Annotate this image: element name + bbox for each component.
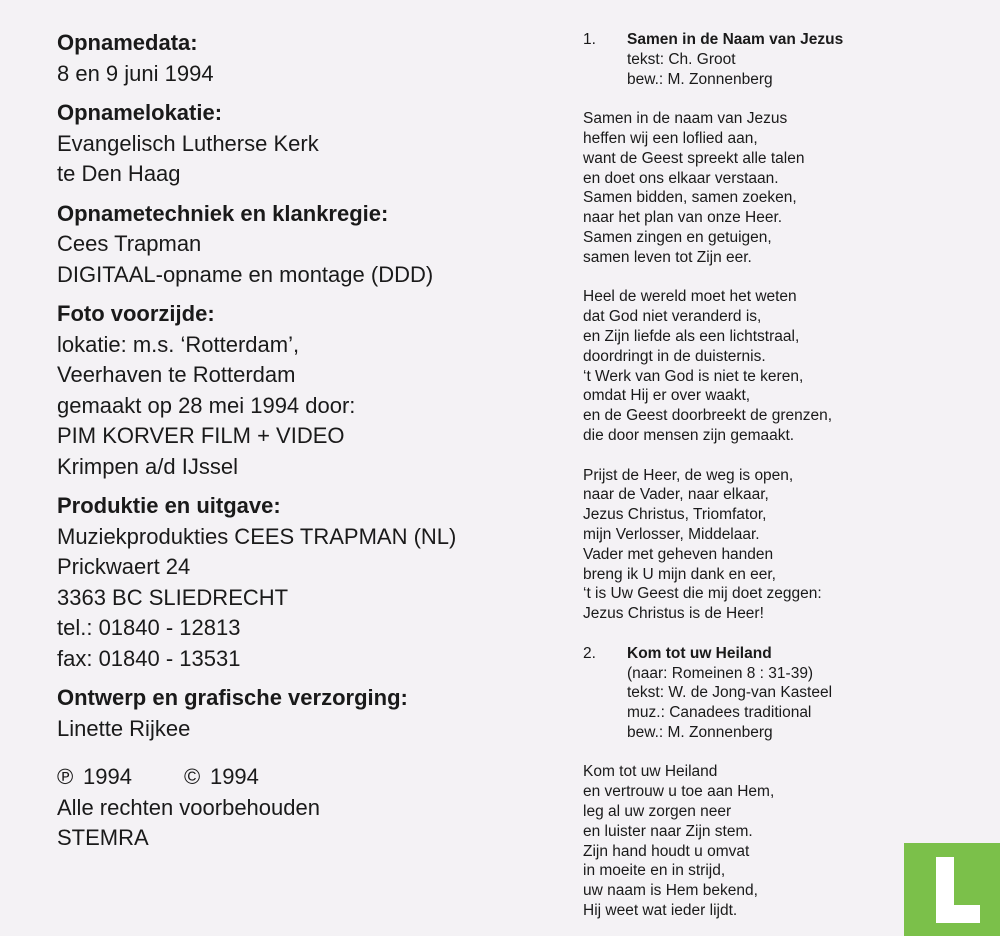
logo-mark-horizontal [936,905,980,923]
stanza [583,762,903,920]
copyright-block [57,762,537,854]
lyric-line: ‘t is Uw Geest die mij doet zeggen: [583,585,822,603]
credits-column [57,28,537,863]
lyric-line: Samen in de naam van Jezus [583,110,788,128]
lyric-line: die door mensen zijn gemaakt. [583,426,795,444]
lyric-line: omdat Hij er over waakt, [583,387,751,405]
section-line: gemaakt op 28 mei 1994 door: [57,392,356,418]
section-line: fax: 01840 - 13531 [57,645,241,671]
lyric-line: Hij weet wat ieder lijdt. [583,902,738,920]
lyric-line: doordringt in de duisternis. [583,347,766,365]
stanza [583,287,903,445]
section-line: te Den Haag [57,161,181,186]
section-line: Cees Trapman [57,231,202,256]
phonogram-year: 1994 [83,764,132,789]
lyric-line: want de Geest spreekt alle talen [583,149,805,167]
song-1 [583,30,903,624]
lyric-line: naar de Vader, naar elkaar, [583,486,769,504]
lyric-line: en Zijn liefde als een lichtstraal, [583,327,800,345]
song-title: Samen in de Naam van Jezus [627,31,844,48]
lyric-line: samen leven tot Zijn eer. [583,248,752,266]
section-line: 8 en 9 juni 1994 [57,60,214,86]
section-line: tel.: 01840 - 12813 [57,615,241,640]
lyric-line: breng ik U mijn dank en eer, [583,565,776,583]
section-recording-technique [57,199,537,291]
song-2 [583,644,903,921]
section-line: DIGITAAL-opname en montage (DDD) [57,261,434,287]
lyric-line: heffen wij een loflied aan, [583,129,758,147]
section-line: Muziekprodukties CEES TRAPMAN (NL) [57,523,457,549]
lyric-line: ‘t Werk van God is niet te keren, [583,367,804,385]
lyric-line: in moeite en in strijd, [583,862,726,880]
lyric-line: naar het plan van onze Heer. [583,209,783,227]
section-line: Linette Rijkee [57,715,191,741]
lastdodo-l-logo-icon [904,843,1000,936]
section-cover-photo [57,299,537,482]
lyric-line: dat God niet veranderd is, [583,308,762,326]
section-heading: Opnametechniek en klankregie: [57,200,389,226]
stanza [583,466,903,624]
section-line: Prickwaert 24 [57,554,191,579]
lyrics-column [583,30,903,921]
lyric-line: en luister naar Zijn stem. [583,822,753,840]
copyright-row [57,762,537,793]
section-heading: Ontwerp en grafische verzorging: [57,685,408,710]
section-line: 3363 BC SLIEDRECHT [57,584,289,610]
song-header [583,30,903,89]
section-heading: Opnamelokatie: [57,100,223,125]
section-recording-location [57,98,537,190]
section-line: PIM KORVER FILM + VIDEO [57,423,345,448]
stanza [583,109,903,267]
section-production [57,491,537,674]
section-heading: Foto voorzijde: [57,301,215,326]
lyric-line: Heel de wereld moet het weten [583,288,797,306]
song-number: 1. [583,31,596,48]
lyric-line: leg al uw zorgen neer [583,803,732,821]
song-number: 2. [583,644,596,662]
lyric-line: Zijn hand houdt u omvat [583,842,750,860]
lyric-line: en doet ons elkaar verstaan. [583,169,779,187]
section-heading: Produktie en uitgave: [57,493,281,518]
lyric-line: Jezus Christus, Triomfator, [583,506,767,524]
section-design [57,683,537,744]
lyric-line: Vader met geheven handen [583,545,774,563]
section-line: Veerhaven te Rotterdam [57,362,296,387]
song-credit: muz.: Canadees traditional [627,704,812,722]
song-title: Kom tot uw Heiland [627,644,772,662]
copyright-year: 1994 [209,764,259,789]
copyright-line: Alle rechten voorbehouden [57,794,320,820]
lyric-line: en de Geest doorbreekt de grenzen, [583,407,833,425]
copyright-line: STEMRA [57,825,149,850]
song-credit: tekst: Ch. Groot [627,50,736,68]
section-heading: Opnamedata: [57,30,198,55]
section-line: Evangelisch Lutherse Kerk [57,130,319,156]
lyric-line: Samen zingen en getuigen, [583,228,772,246]
copyright-icon: © [183,764,201,789]
lyric-line: uw naam is Hem bekend, [583,882,758,900]
lyric-line: en vertrouw u toe aan Hem, [583,783,775,801]
lyric-line: Kom tot uw Heiland [583,763,718,781]
lyric-line: mijn Verlosser, Middelaar. [583,525,760,543]
section-line: Krimpen a/d IJssel [57,453,238,479]
lyric-line: Jezus Christus is de Heer! [583,605,764,623]
song-credit: (naar: Romeinen 8 : 31-39) [627,664,814,682]
song-credit: tekst: W. de Jong-van Kasteel [627,684,833,702]
lyric-line: Samen bidden, samen zoeken, [583,189,797,207]
song-header [583,644,903,743]
section-recording-date [57,28,537,89]
song-credit: bew.: M. Zonnenberg [627,70,773,88]
lyric-line: Prijst de Heer, de weg is open, [583,466,794,484]
phonogram-icon: ℗ [57,764,74,789]
section-line: lokatie: m.s. ‘Rotterdam’, [57,331,300,357]
song-credit: bew.: M. Zonnenberg [627,723,773,741]
